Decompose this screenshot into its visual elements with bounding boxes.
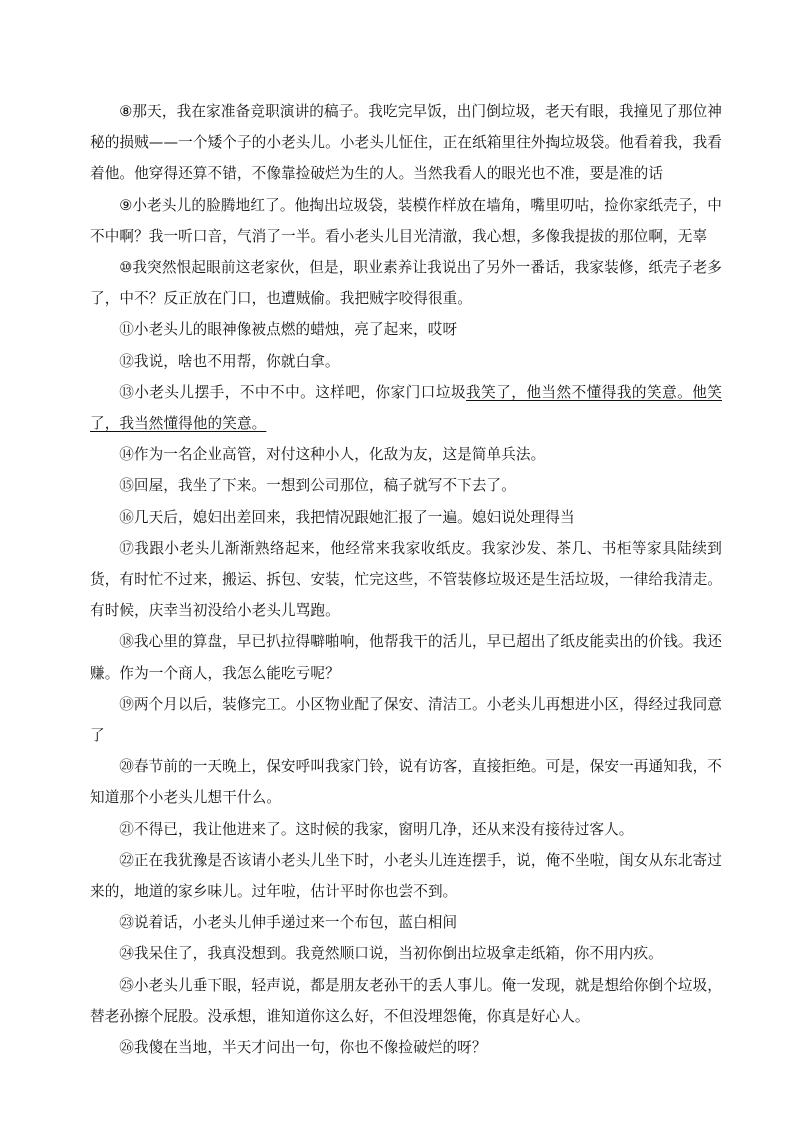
- paragraph: [90, 970, 722, 1032]
- underlined-sentence: 我笑了，他当然不懂得我的笑意。他笑了，我当然懂得他的笑意。: [90, 383, 722, 433]
- paragraph-text: ⑩我突然恨起眼前这老家伙，但是，职业素养让我说出了另外一番话，我家装修，纸壳子老多了，中不？反正放在门口，也遭贼偷。我把贼字咬得很重。: [90, 259, 722, 308]
- paragraph-text: ⑬小老头儿摆手，不中不中。这样吧，你家门口垃圾: [119, 383, 467, 401]
- paragraph-text: ⑭作为一名企业高管，对付这种小人，化敌为友，这是简单兵法。: [119, 446, 546, 464]
- paragraph-text: ㉒正在我犹豫是否该请小老头儿坐下时，小老头儿连连摆手，说，俺不坐啦，闺女从东北寄过来的，地道的家乡味儿。过年啦，估计平时你也尝不到。: [90, 851, 722, 901]
- paragraph-text: ⑧那天，我在家准备竞职演讲的稿子。我吃完早饭，出门倒垃圾，老天有眼，我撞见了那位神秘的损贼——一个矮个子的小老头儿。小老头儿怔住，正在纸箱里往外掏垃圾袋。他看着我，我看着他。他穿得还算不错，不像靠捡破烂为生的人。当然我看人的眼光也不准，要是准的话: [90, 103, 722, 183]
- paragraph: [90, 907, 722, 938]
- paragraph: [90, 751, 722, 813]
- paragraph: [90, 439, 722, 470]
- story-text: [90, 96, 722, 1063]
- paragraph: [90, 96, 722, 190]
- paragraph: [90, 190, 722, 252]
- paragraph: [90, 502, 722, 533]
- paragraph-text: ⑳春节前的一天晚上，保安呼叫我家门铃，说有访客，直接拒绝。可是，保安一再通知我，不知道那个小老头儿想干什么。: [90, 758, 722, 807]
- paragraph-text: ⑨小老头儿的脸腾地红了。他掏出垃圾袋，装模作样放在墙角，嘴里叨咕，捡你家纸壳子，中不中啊？我一听口音，气消了一半。看小老头儿目光清澈，我心想，多像我提拔的那位啊，无辜: [90, 196, 722, 245]
- paragraph-text: ⑯几天后，媳妇出差回来，我把情况跟她汇报了一遍。媳妇说处理得当: [119, 508, 575, 526]
- paragraph: [90, 314, 722, 345]
- paragraph: [90, 689, 722, 751]
- paragraph-text: ⑫我说，啥也不用帮，你就白拿。: [119, 352, 340, 370]
- paragraph: [90, 377, 722, 439]
- paragraph: [90, 845, 722, 907]
- paragraph-text: ⑪小老头儿的眼神像被点燃的蜡烛，亮了起来，哎呀: [119, 321, 458, 339]
- paragraph: [90, 938, 722, 969]
- paragraph: [90, 533, 722, 627]
- paragraph: [90, 470, 722, 501]
- paragraph: [90, 814, 722, 845]
- paragraph-text: ⑱我心里的算盘，早已扒拉得噼啪响，他帮我干的活儿，早已超出了纸皮能卖出的价钱。我还赚。作为一个商人，我怎么能吃亏呢？: [90, 633, 722, 682]
- paragraph-text: ⑲两个月以后，装修完工。小区物业配了保安、清洁工。小老头儿再想进小区，得经过我同意了: [90, 695, 722, 745]
- paragraph-text: ㉓说着话，小老头儿伸手递过来一个布包，蓝白相间: [119, 914, 458, 932]
- paragraph: [90, 626, 722, 688]
- paragraph: [90, 346, 722, 377]
- paragraph: [90, 252, 722, 314]
- paragraph-text: ㉔我呆住了，我真没想到。我竟然顺口说，当初你倒出垃圾拿走纸箱，你不用内疚。: [119, 945, 663, 963]
- paragraph: [90, 1032, 722, 1063]
- paragraph-text: ㉖我傻在当地，半天才问出一句，你也不像捡破烂的呀？: [119, 1039, 487, 1057]
- paragraph-text: ㉕小老头儿垂下眼，轻声说，都是朋友老孙干的丢人事儿。俺一发现，就是想给你倒个垃圾，替老孙擦个屁股。没承想，谁知道你这么好，不但没埋怨俺，你真是好心人。: [90, 976, 722, 1025]
- paragraph-text: ⑰我跟小老头儿渐渐熟络起来，他经常来我家收纸皮。我家沙发、茶几、书柜等家具陆续到货，有时忙不过来，搬运、拆包、安装，忙完这些，不管装修垃圾还是生活垃圾，一律给我清走。有时候，庆幸当初没给小老头儿骂跑。: [90, 539, 722, 620]
- paragraph-text: ⑮回屋，我坐了下来。一想到公司那位，稿子就写不下去了。: [119, 477, 516, 495]
- paragraph-text: ㉑不得已，我让他进来了。这时候的我家，窗明几净，还从来没有接待过客人。: [119, 820, 634, 838]
